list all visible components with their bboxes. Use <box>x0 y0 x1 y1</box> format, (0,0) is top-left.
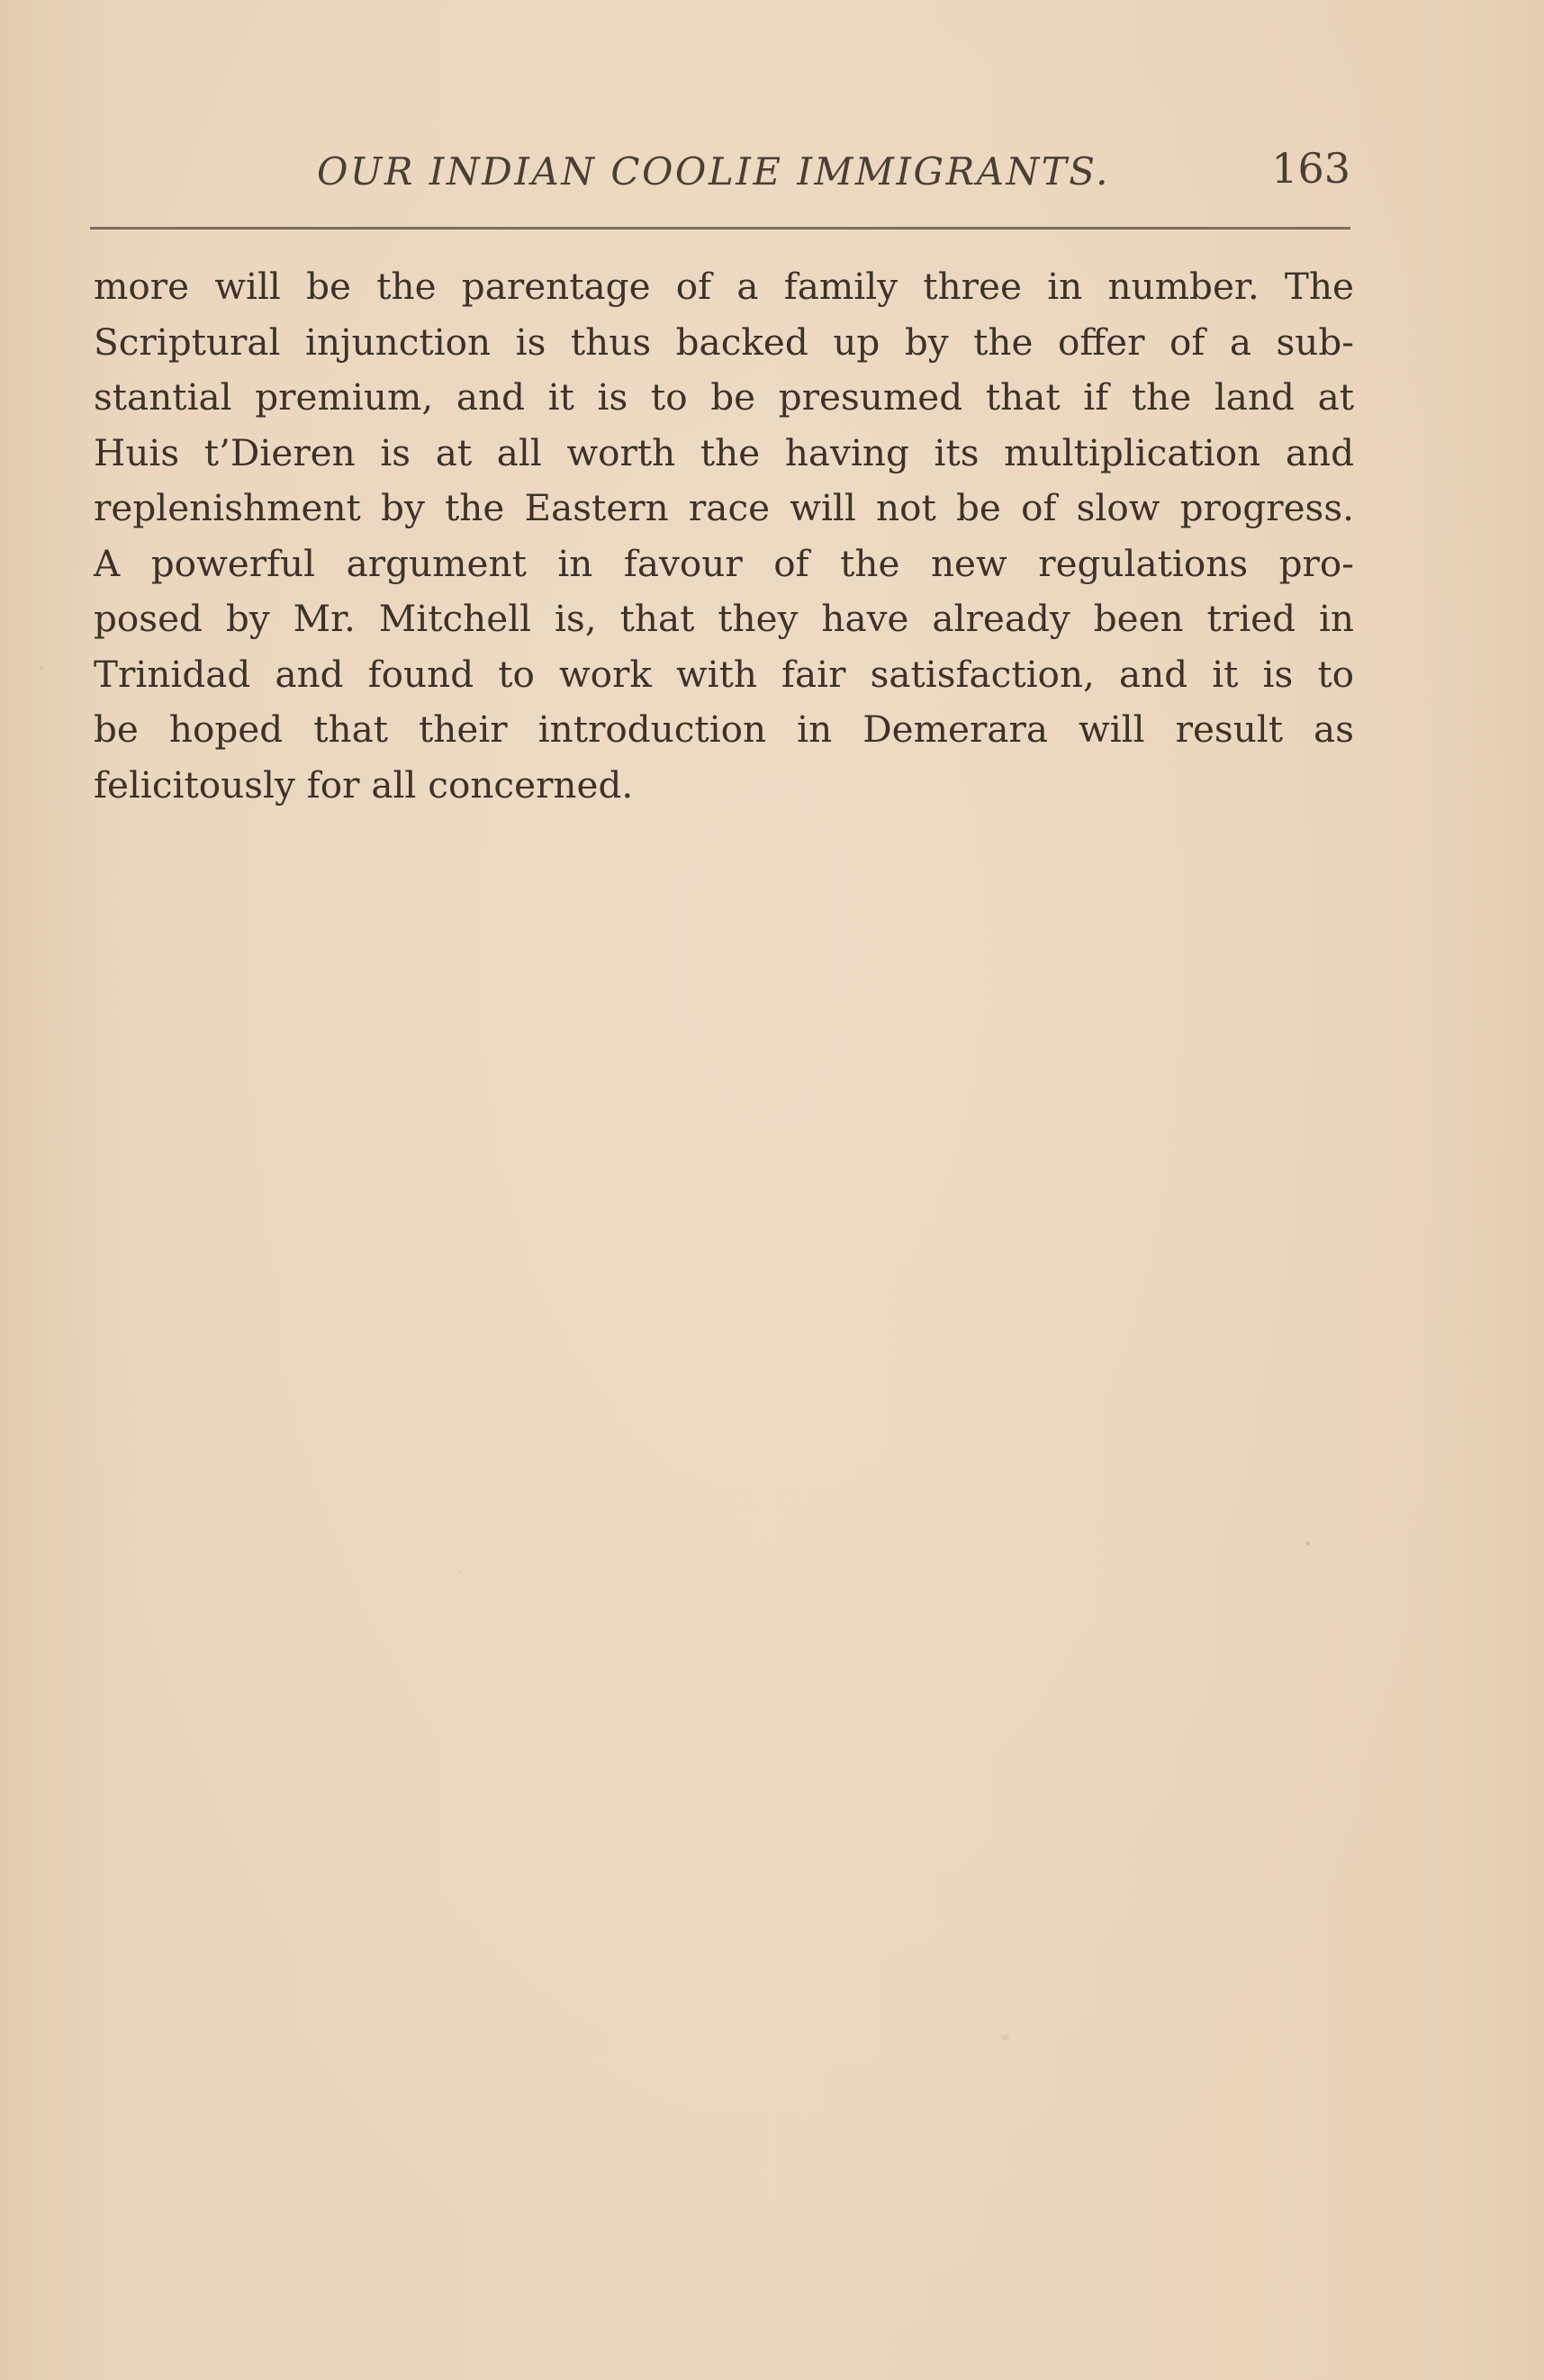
text-line: stantial premium, and it is to be presumed that if the land at <box>94 375 1354 419</box>
paper-speck <box>1001 2034 1009 2041</box>
paper-speck <box>40 666 43 670</box>
text-line: Scriptural injunction is thus backed up by the offer of a sub- <box>94 320 1354 364</box>
text-line: felicitously for all concerned. <box>94 762 634 807</box>
text-line: be hoped that their introduction in Demerara will result as <box>94 708 1354 751</box>
text-line: posed by Mr. Mitchell is, that they have already been tried in <box>94 597 1354 640</box>
text-line: Huis t’Dieren is at all worth the having its multiplication and <box>94 430 1354 474</box>
text-line: replenishment by the Eastern race will not be of slow progress. <box>94 486 1354 529</box>
body-paragraph <box>94 259 1354 813</box>
running-head <box>94 144 1350 207</box>
text-line: A powerful argument in favour of the new regulations pro- <box>94 541 1354 585</box>
header-rule <box>90 227 1350 230</box>
paper-speck <box>1305 1541 1310 1546</box>
paper-speck <box>459 1571 462 1573</box>
running-title: OUR INDIAN COOLIE IMMIGRANTS. <box>317 149 1110 194</box>
text-line: more will be the parentage of a family three in number. The <box>94 265 1354 308</box>
text-line: Trinidad and found to work with fair satisfaction, and it is to <box>94 652 1354 696</box>
page-number: 163 <box>1271 144 1350 193</box>
